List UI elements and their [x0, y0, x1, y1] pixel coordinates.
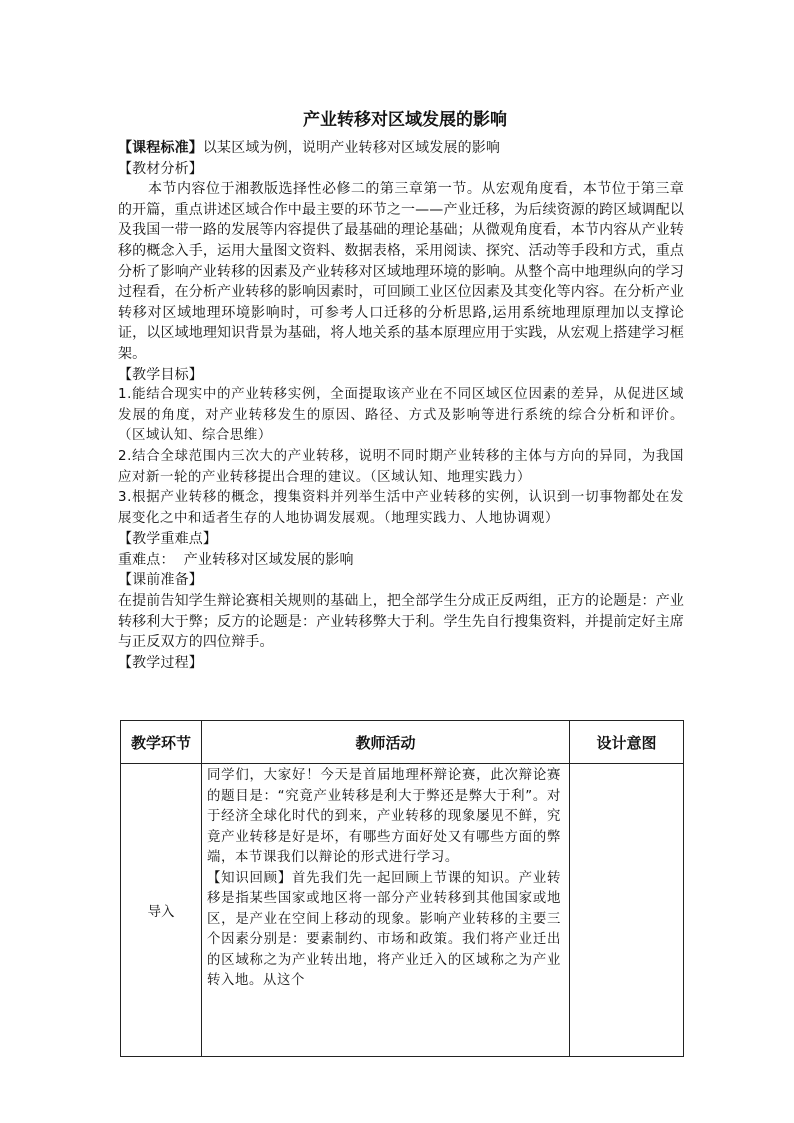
activity-paragraph: 同学们，大家好！今天是首届地理杯辩论赛，此次辩论赛的题目是：“究竟产业转移是利大于弊还是弊大于利”。对于经济全球化时代的到来，产业转移的现象屡见不鲜，究竟产业转移是好是坏，有哪些方面好处又有哪些方面的弊端，本节课我们以辩论的形式进行学习。	[207, 768, 561, 865]
textbook-analysis-text: 本节内容位于湘教版选择性必修二的第三章第一节。从宏观角度看，本节位于第三章的开篇，重点讲述区域合作中最主要的环节之一——产业迁移，为后续资源的跨区域调配以及我国一带一路的发展等内容提供了最基础的理论基础；从微观角度看，本节内容从产业转移的概念入手，运用大量图文资料、数据表格，采用阅读、探究、活动等手段和方式，重点分析了影响产业转移的因素及产业转移对区域地理环境的影响。从整个高中地理纵向的学习过程看，在分析产业转移的影响因素时，可回顾工业区位因素及其变化等内容。在分析产业转移对区域地理环境影响时，可参考人口迁移的分析思路,运用系统地理原理加以支撑论证，以区域地理知识背景为基础，将人地关系的基本原理应用于实践，从宏观上搭建学习框架。	[118, 181, 684, 362]
objective-item: 1.能结合现实中的产业转移实例，全面提取该产业在不同区域区位因素的差异，从促进区域发展的角度，对产业转移发生的原因、路径、方式及影响等进行系统的综合分析和评价。（区域认知、综合思维）	[118, 387, 684, 444]
table-row	[121, 764, 684, 1057]
table-header-row	[121, 721, 684, 764]
key-points-text: 重难点： 产业转移对区域发展的影响	[118, 551, 354, 568]
objective-item: 3.根据产业转移的概念，搜集资料并列举生活中产业转移的实例，认识到一切事物都处在发展变化之中和适者生存的人地协调发展观。（地理实践力、人地协调观）	[118, 490, 684, 526]
teaching-process-table	[120, 720, 684, 1057]
curriculum-standard-heading: 【课程标准】	[118, 140, 203, 156]
teacher-activity-cell	[202, 764, 570, 1057]
stage-cell: 导入	[121, 764, 202, 1057]
curriculum-standard-text: 以某区域为例，说明产业转移对区域发展的影响	[202, 140, 501, 156]
page-title: 产业转移对区域发展的影响	[303, 110, 507, 130]
teaching-process-heading: 【教学过程】	[118, 654, 203, 671]
objective-item: 2.结合全球范围内三次大的产业转移，说明不同时期产业转移的主体与方向的异同，为我国应对新一轮的产业转移提出合理的建议。（区域认知、地理实践力）	[118, 448, 684, 485]
preparation-text: 在提前告知学生辩论赛相关规则的基础上，把全部学生分成正反两组，正方的论题是：产业转移利大于弊；反方的论题是：产业转移弊大于利。学生先自行搜集资料，并提前定好主席与正反双方的四位辩手。	[118, 593, 684, 651]
teaching-objectives-heading: 【教学目标】	[118, 366, 203, 383]
column-header: 设计意图	[570, 721, 684, 764]
curriculum-standard	[118, 138, 684, 159]
design-intent-cell	[570, 764, 684, 1057]
column-header: 教师活动	[202, 721, 570, 764]
column-header: 教学环节	[121, 721, 202, 764]
key-points-heading: 【教学重难点】	[118, 531, 218, 548]
textbook-analysis-heading: 【教材分析】	[118, 160, 203, 177]
preparation-heading: 【课前准备】	[118, 572, 203, 589]
document-body	[118, 104, 684, 673]
activity-paragraph: 【知识回顾】首先我们先一起回顾上节课的知识。产业转移是指某些国家或地区将一部分产业转移到其他国家或地区，是产业在空间上移动的现象。影响产业转移的主要三个因素分别是：要素制约、市场和政策。我们将产业迁出的区域称之为产业转出地，将产业迁入的区域称之为产业转入地。从这个	[207, 870, 561, 988]
